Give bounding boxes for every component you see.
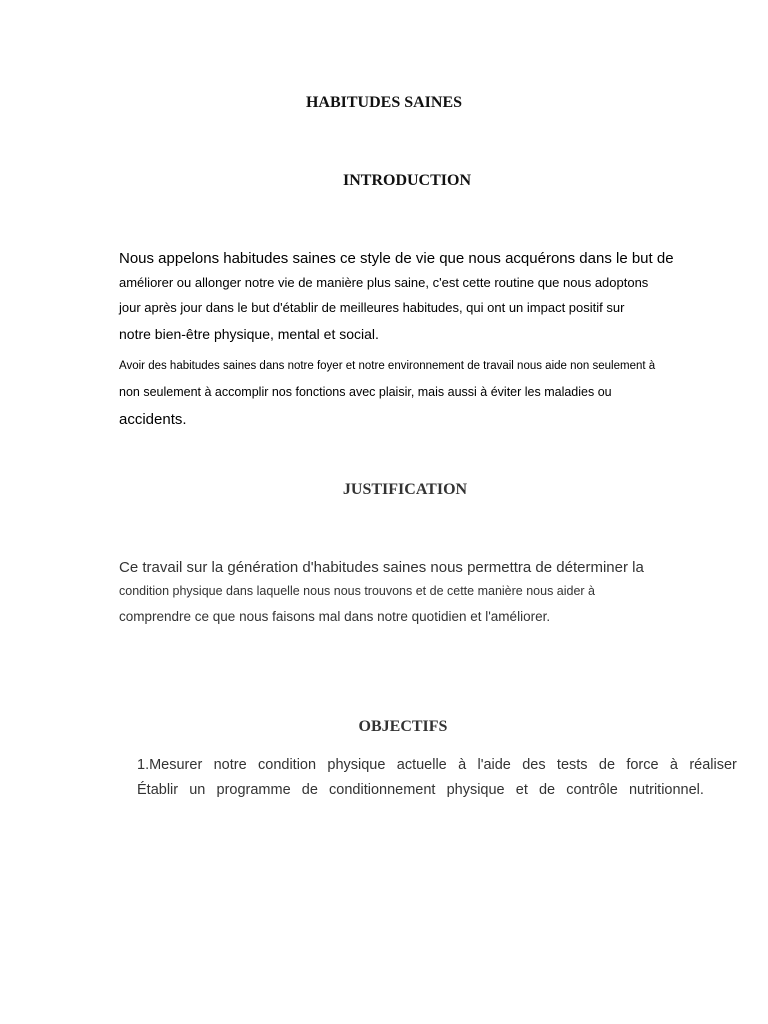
objectif-word: nutritionnel. <box>628 782 704 798</box>
objectif-word: actuelle <box>396 757 447 773</box>
objectif-word: programme <box>216 782 291 798</box>
objectif-word: physique <box>327 757 386 773</box>
objectif-word: un <box>189 782 206 798</box>
objectif-word: et <box>515 782 528 798</box>
introduction-heading: INTRODUCTION <box>342 172 471 189</box>
justification-line: Ce travail sur la génération d'habitudes saines nous permettra de déterminer la <box>119 559 644 576</box>
justification-heading: JUSTIFICATION <box>342 481 468 498</box>
objectif-word: de <box>301 782 318 798</box>
introduction-line: Avoir des habitudes saines dans notre foyer et notre environnement de travail nous aide non seulement à <box>119 360 656 372</box>
objectif-word: force <box>626 757 659 773</box>
objectif-word: physique <box>446 782 505 798</box>
objectif-word: notre <box>213 757 247 773</box>
objectif-word: tests <box>556 757 588 773</box>
introduction-line: améliorer ou allonger notre vie de manière plus saine, c'est cette routine que nous adoptons <box>119 275 649 290</box>
objectif-word: à <box>669 757 678 773</box>
objectif-word: 1.Mesurer <box>137 757 203 773</box>
objectif-word: à <box>458 757 467 773</box>
objectif-item <box>137 782 704 798</box>
objectif-item <box>137 757 737 773</box>
objectif-word: réaliser <box>689 757 737 773</box>
introduction-line: accidents. <box>119 411 187 428</box>
objectif-word: conditionnement <box>329 782 436 798</box>
objectifs-heading: OBJECTIFS <box>358 718 448 735</box>
objectif-word: de <box>538 782 556 798</box>
objectif-word: contrôle <box>566 782 618 798</box>
introduction-line: notre bien-être physique, mental et social. <box>119 326 379 342</box>
justification-line: comprendre ce que nous faisons mal dans notre quotidien et l'améliorer. <box>119 609 551 624</box>
introduction-line: non seulement à accomplir nos fonctions avec plaisir, mais aussi à éviter les maladies ou <box>119 385 612 399</box>
introduction-line: jour après jour dans le but d'établir de meilleures habitudes, qui ont un impact positif sur <box>119 300 625 315</box>
justification-line: condition physique dans laquelle nous nous trouvons et de cette manière nous aider à <box>119 584 596 598</box>
objectif-word: Établir <box>137 782 179 798</box>
objectif-word: des <box>522 757 546 773</box>
document-title: HABITUDES SAINES <box>305 94 463 111</box>
introduction-line: Nous appelons habitudes saines ce style de vie que nous acquérons dans le but de <box>119 250 674 267</box>
objectif-word: condition <box>258 757 317 773</box>
objectif-word: de <box>598 757 616 773</box>
objectif-word: l'aide <box>477 757 511 773</box>
